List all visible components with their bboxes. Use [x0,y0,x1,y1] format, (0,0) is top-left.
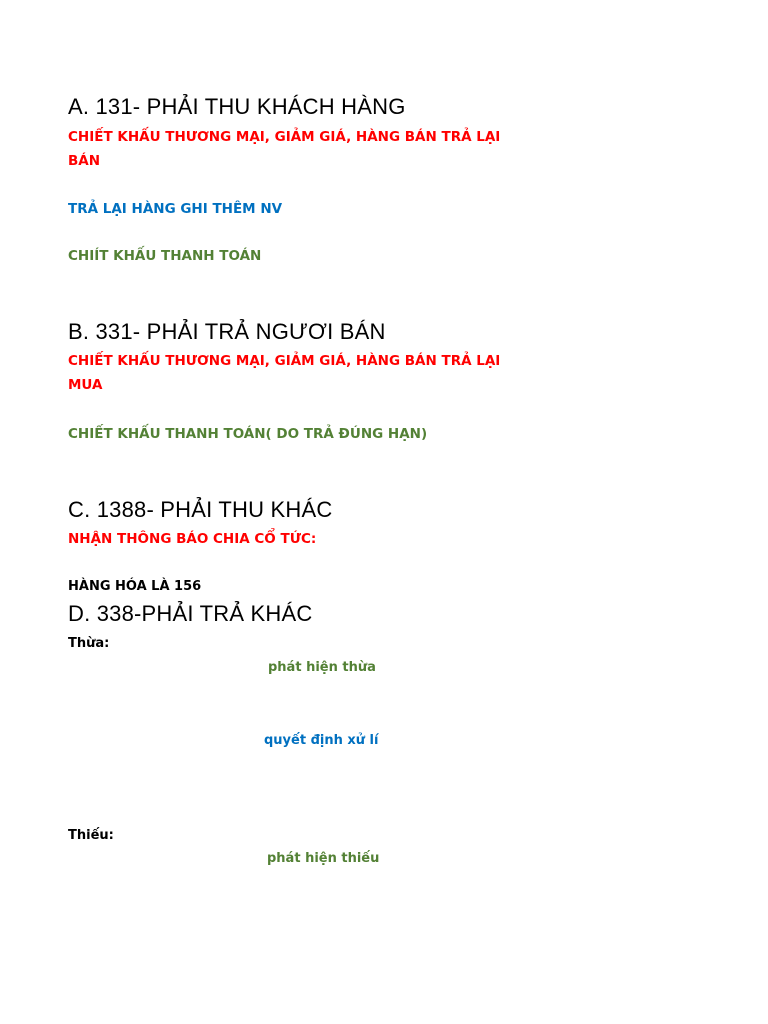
thieu-detect-text: phát hiện thiếu [267,851,380,866]
section-a-return-goods-text: TRẢ LẠI HÀNG GHI THÊM NV [68,201,283,217]
thieu-label: Thiếu: [68,828,114,843]
section-a-heading: A. 131- PHẢI THU KHÁCH HÀNG [68,94,406,119]
section-b-payment-discount-text: CHIẾT KHẤU THANH TOÁN( DO TRẢ ĐÚNG HẠN) [68,426,428,442]
section-c-heading: C. 1388- PHẢI THU KHÁC [68,497,333,522]
section-b-heading: B. 331- PHẢI TRẢ NGƯƠI BÁN [68,319,386,344]
section-a-trade-discount-text: CHIẾT KHẤU THƯƠNG MẠI, GIẢM GIÁ, HÀNG BÁN TRẢ LẠI BÁN [68,129,501,169]
section-d-heading: D. 338-PHẢI TRẢ KHÁC [68,601,313,626]
thua-detect-text: phát hiện thừa [268,660,376,675]
section-c-goods-note: HÀNG HÓA LÀ 156 [68,579,202,594]
section-c-dividend-text: NHẬN THÔNG BÁO CHIA CỔ TỨC: [68,531,317,547]
thua-label: Thừa: [68,636,110,651]
thua-decision-text: quyết định xử lí [264,733,379,748]
section-a-payment-discount-text: CHIÍT KHẤU THANH TOÁN [68,248,262,264]
section-b-trade-discount-text: CHIẾT KHẤU THƯƠNG MẠI, GIẢM GIÁ, HÀNG BÁN TRẢ LẠI MUA [68,353,501,393]
